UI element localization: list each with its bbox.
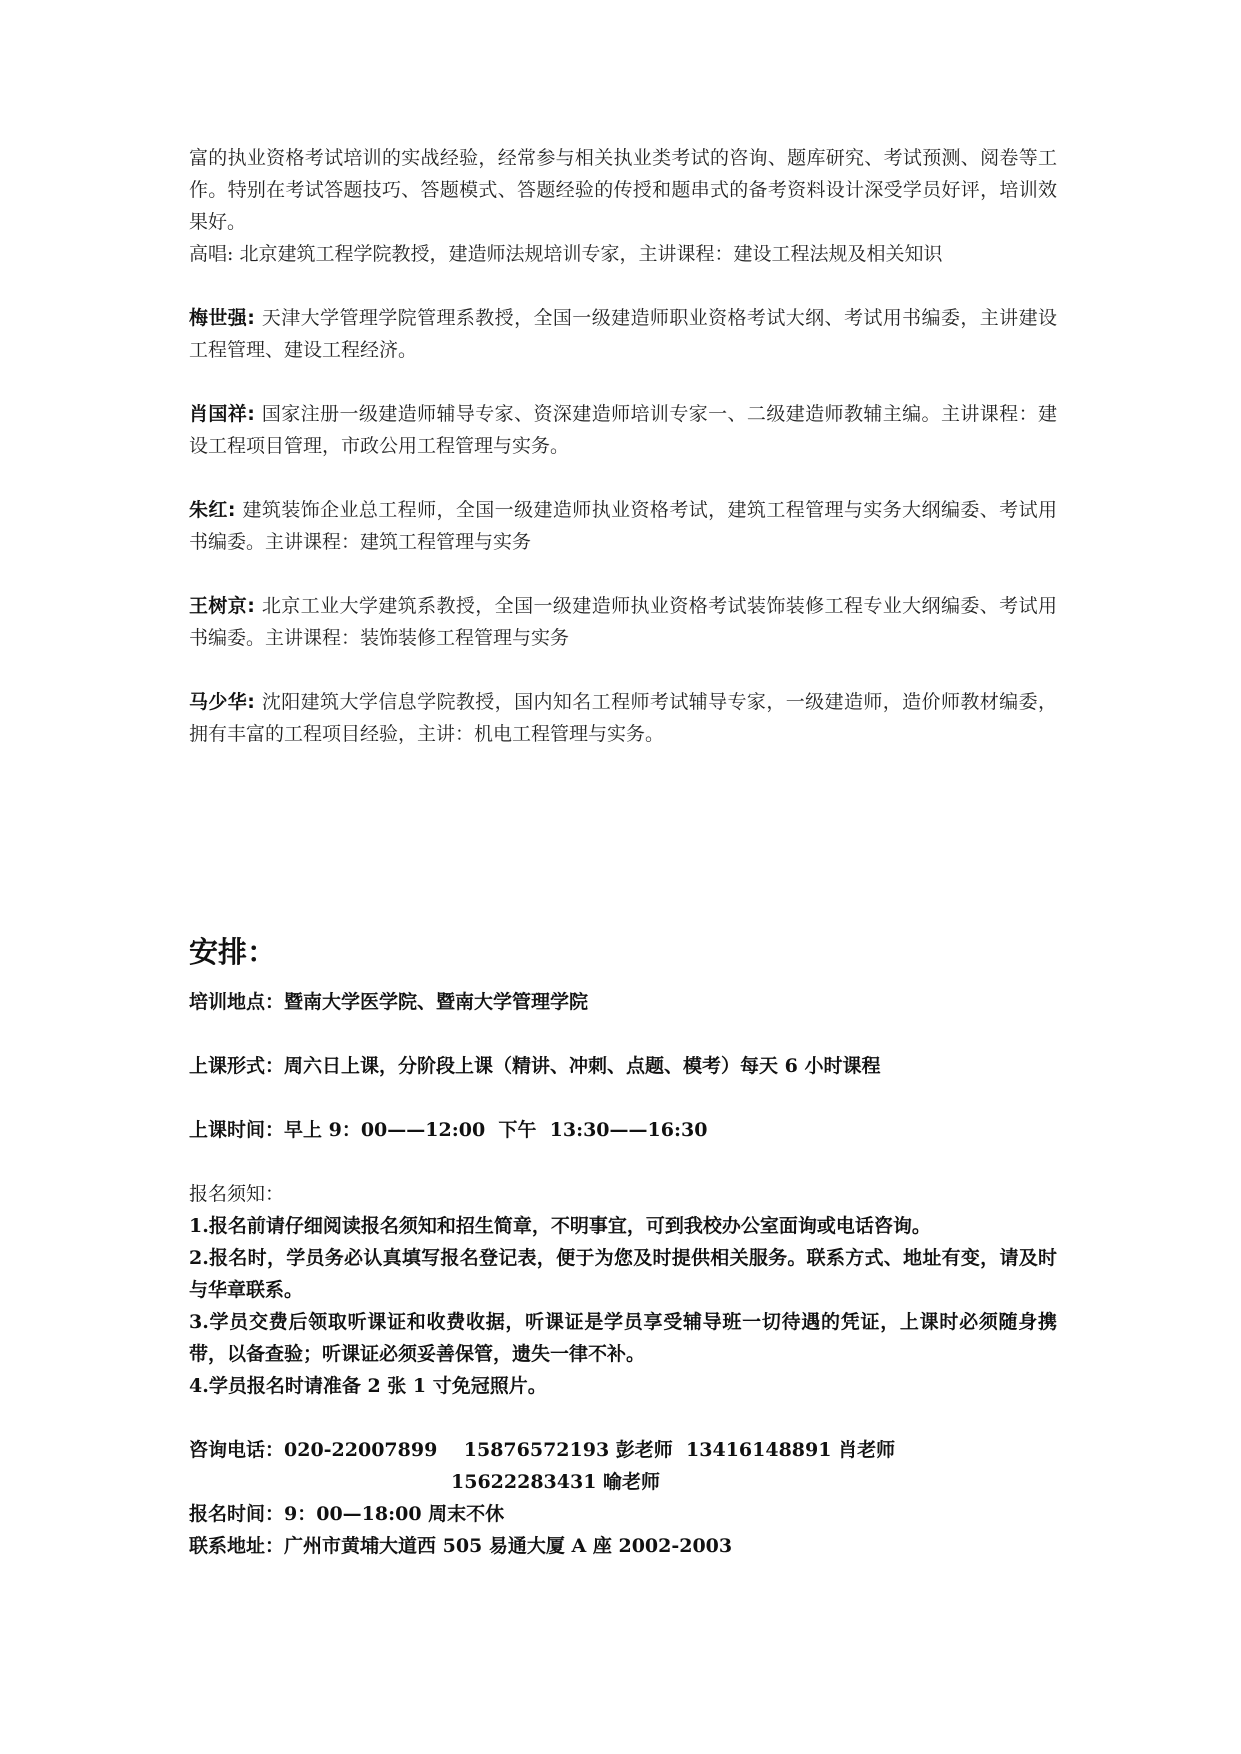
- section-spacer: [189, 782, 1057, 932]
- teacher-list: [189, 238, 1057, 750]
- teacher-separator: :: [247, 403, 262, 425]
- teacher-description: 国家注册一级建造师辅导专家、资深建造师培训专家一、二级建造师教辅主编。主讲课程：建设工程项目管理，市政公用工程管理与实务。: [189, 403, 1057, 457]
- teacher-description: 建筑装饰企业总工程师，全国一级建造师执业资格考试，建筑工程管理与实务大纲编委、考试用书编委。主讲课程：建筑工程管理与实务: [189, 499, 1057, 553]
- contact-phone-line: 咨询电话：020-22007899 15876572193 彭老师 13416148891 肖老师: [189, 1439, 896, 1461]
- teacher-entry: [189, 494, 1057, 558]
- teacher-description: 天津大学管理学院管理系教授，全国一级建造师职业资格考试大纲、考试用书编委，主讲建设工程管理、建设工程经济。: [189, 307, 1057, 361]
- notice-item: 2.报名时，学员务必认真填写报名登记表，便于为您及时提供相关服务。联系方式、地址有变，请及时与华章联系。: [189, 1247, 1057, 1301]
- contact-address: 联系地址：广州市黄埔大道西 505 易通大厦 A 座 2002-2003: [189, 1535, 733, 1557]
- teacher-description: 北京建筑工程学院教授，建造师法规培训专家，主讲课程：建设工程法规及相关知识: [239, 243, 943, 265]
- notice-item: 3.学员交费后领取听课证和收费收据，听课证是学员享受辅导班一切待遇的凭证，上课时必须随身携带，以备查验；听课证必须妥善保管，遗失一律不补。: [189, 1311, 1057, 1365]
- registration-hours: 报名时间：9：00—18:00 周末不休: [189, 1503, 505, 1525]
- teacher-name: 高唱: [189, 243, 228, 265]
- teacher-description: 北京工业大学建筑系教授，全国一级建造师执业资格考试装饰装修工程专业大纲编委、考试用书编委。主讲课程：装饰装修工程管理与实务: [189, 595, 1057, 649]
- registration-notice: [189, 1178, 1057, 1402]
- teacher-entry: [189, 238, 1057, 270]
- teacher-separator: :: [227, 499, 243, 521]
- teacher-separator: :: [247, 691, 262, 713]
- teacher-separator: :: [227, 243, 240, 265]
- teacher-name: 朱红: [189, 499, 228, 521]
- teacher-entry: [189, 398, 1057, 462]
- class-time: 上课时间：早上 9：00——12:00 下午 13:30——16:30: [189, 1119, 708, 1141]
- teacher-name: 王树京: [189, 595, 248, 617]
- teacher-name: 肖国祥: [189, 403, 248, 425]
- notice-heading: 报名须知：: [189, 1183, 285, 1205]
- teacher-entry: [189, 302, 1057, 366]
- teacher-name: 梅世强: [189, 307, 248, 329]
- teacher-separator: :: [247, 595, 262, 617]
- arrangement-title: 安排：: [189, 935, 277, 969]
- class-format: 上课形式：周六日上课，分阶段上课（精讲、冲刺、点题、模考）每天 6 小时课程: [189, 1055, 881, 1077]
- contact-info: [189, 1434, 1057, 1562]
- contact-phone-line-2: 15622283431 喻老师: [451, 1471, 661, 1493]
- intro-paragraph: 富的执业资格考试培训的实战经验，经常参与相关执业类考试的咨询、题库研究、考试预测、阅卷等工作。特别在考试答题技巧、答题模式、答题经验的传授和题串式的备考资料设计深受学员好评，培训效果好。: [189, 147, 1057, 233]
- notice-item: 4.学员报名时请准备 2 张 1 寸免冠照片。: [189, 1375, 547, 1397]
- document-page: [189, 142, 1057, 1562]
- training-location: 培训地点：暨南大学医学院、暨南大学管理学院: [189, 991, 589, 1013]
- teacher-description: 沈阳建筑大学信息学院教授，国内知名工程师考试辅导专家，一级建造师，造价师教材编委，拥有丰富的工程项目经验，主讲：机电工程管理与实务。: [189, 691, 1057, 745]
- notice-item: 1.报名前请仔细阅读报名须知和招生简章，不明事宜，可到我校办公室面询或电话咨询。: [189, 1215, 931, 1237]
- teacher-separator: :: [247, 307, 262, 329]
- teacher-name: 马少华: [189, 691, 248, 713]
- teacher-entry: [189, 590, 1057, 654]
- teacher-entry: [189, 686, 1057, 750]
